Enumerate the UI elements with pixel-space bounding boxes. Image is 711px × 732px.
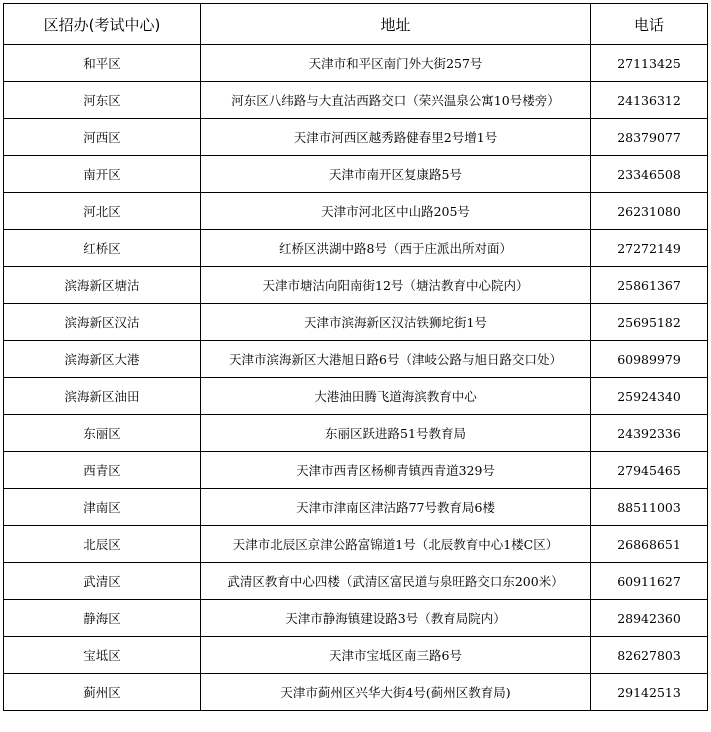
cell-address: 天津市河北区中山路205号 bbox=[201, 193, 591, 230]
cell-district: 滨海新区油田 bbox=[4, 378, 201, 415]
cell-address: 天津市蓟州区兴华大街4号(蓟州区教育局) bbox=[201, 674, 591, 711]
table-row bbox=[4, 563, 708, 600]
table-row bbox=[4, 341, 708, 378]
cell-district: 河北区 bbox=[4, 193, 201, 230]
table-row bbox=[4, 230, 708, 267]
table-row bbox=[4, 600, 708, 637]
cell-address: 天津市宝坻区南三路6号 bbox=[201, 637, 591, 674]
cell-district: 北辰区 bbox=[4, 526, 201, 563]
cell-phone: 25861367 bbox=[591, 267, 708, 304]
cell-district: 武清区 bbox=[4, 563, 201, 600]
header-district: 区招办(考试中心) bbox=[4, 4, 201, 45]
cell-address: 红桥区洪湖中路8号（西于庄派出所对面） bbox=[201, 230, 591, 267]
cell-address: 东丽区跃进路51号教育局 bbox=[201, 415, 591, 452]
table-row bbox=[4, 267, 708, 304]
cell-district: 红桥区 bbox=[4, 230, 201, 267]
cell-phone: 25695182 bbox=[591, 304, 708, 341]
cell-phone: 28379077 bbox=[591, 119, 708, 156]
cell-district: 蓟州区 bbox=[4, 674, 201, 711]
table-row bbox=[4, 378, 708, 415]
cell-phone: 27113425 bbox=[591, 45, 708, 82]
cell-phone: 60911627 bbox=[591, 563, 708, 600]
header-address: 地址 bbox=[201, 4, 591, 45]
cell-address: 天津市西青区杨柳青镇西青道329号 bbox=[201, 452, 591, 489]
cell-phone: 88511003 bbox=[591, 489, 708, 526]
cell-phone: 60989979 bbox=[591, 341, 708, 378]
cell-phone: 27945465 bbox=[591, 452, 708, 489]
cell-address: 天津市津南区津沽路77号教育局6楼 bbox=[201, 489, 591, 526]
table-row bbox=[4, 415, 708, 452]
cell-address: 天津市北辰区京津公路富锦道1号（北辰教育中心1楼C区） bbox=[201, 526, 591, 563]
cell-phone: 25924340 bbox=[591, 378, 708, 415]
cell-district: 滨海新区塘沽 bbox=[4, 267, 201, 304]
table-row bbox=[4, 193, 708, 230]
header-phone: 电话 bbox=[591, 4, 708, 45]
cell-address: 天津市滨海新区大港旭日路6号（津岐公路与旭日路交口处） bbox=[201, 341, 591, 378]
cell-phone: 82627803 bbox=[591, 637, 708, 674]
cell-address: 天津市静海镇建设路3号（教育局院内） bbox=[201, 600, 591, 637]
cell-address: 天津市河西区越秀路健春里2号增1号 bbox=[201, 119, 591, 156]
cell-phone: 23346508 bbox=[591, 156, 708, 193]
table-row bbox=[4, 489, 708, 526]
cell-district: 河东区 bbox=[4, 82, 201, 119]
cell-district: 河西区 bbox=[4, 119, 201, 156]
table-header-row bbox=[4, 4, 708, 45]
cell-address: 河东区八纬路与大直沽西路交口（荣兴温泉公寓10号楼旁） bbox=[201, 82, 591, 119]
cell-address: 大港油田腾飞道海滨教育中心 bbox=[201, 378, 591, 415]
cell-address: 天津市和平区南门外大街257号 bbox=[201, 45, 591, 82]
table-row bbox=[4, 637, 708, 674]
cell-phone: 26868651 bbox=[591, 526, 708, 563]
cell-district: 静海区 bbox=[4, 600, 201, 637]
cell-district: 滨海新区大港 bbox=[4, 341, 201, 378]
table-row bbox=[4, 156, 708, 193]
cell-phone: 26231080 bbox=[591, 193, 708, 230]
table-row bbox=[4, 119, 708, 156]
cell-district: 西青区 bbox=[4, 452, 201, 489]
cell-phone: 27272149 bbox=[591, 230, 708, 267]
cell-address: 武清区教育中心四楼（武清区富民道与泉旺路交口东200米） bbox=[201, 563, 591, 600]
table-row bbox=[4, 304, 708, 341]
cell-district: 和平区 bbox=[4, 45, 201, 82]
cell-district: 南开区 bbox=[4, 156, 201, 193]
cell-phone: 29142513 bbox=[591, 674, 708, 711]
table-row bbox=[4, 82, 708, 119]
cell-district: 东丽区 bbox=[4, 415, 201, 452]
table-row bbox=[4, 452, 708, 489]
cell-district: 津南区 bbox=[4, 489, 201, 526]
table-row bbox=[4, 526, 708, 563]
cell-phone: 28942360 bbox=[591, 600, 708, 637]
table-row bbox=[4, 45, 708, 82]
cell-district: 宝坻区 bbox=[4, 637, 201, 674]
cell-district: 滨海新区汉沽 bbox=[4, 304, 201, 341]
cell-address: 天津市南开区复康路5号 bbox=[201, 156, 591, 193]
cell-address: 天津市滨海新区汉沽铁狮坨街1号 bbox=[201, 304, 591, 341]
table-row bbox=[4, 674, 708, 711]
cell-phone: 24136312 bbox=[591, 82, 708, 119]
cell-address: 天津市塘沽向阳南街12号（塘沽教育中心院内） bbox=[201, 267, 591, 304]
district-office-table bbox=[3, 3, 708, 711]
cell-phone: 24392336 bbox=[591, 415, 708, 452]
